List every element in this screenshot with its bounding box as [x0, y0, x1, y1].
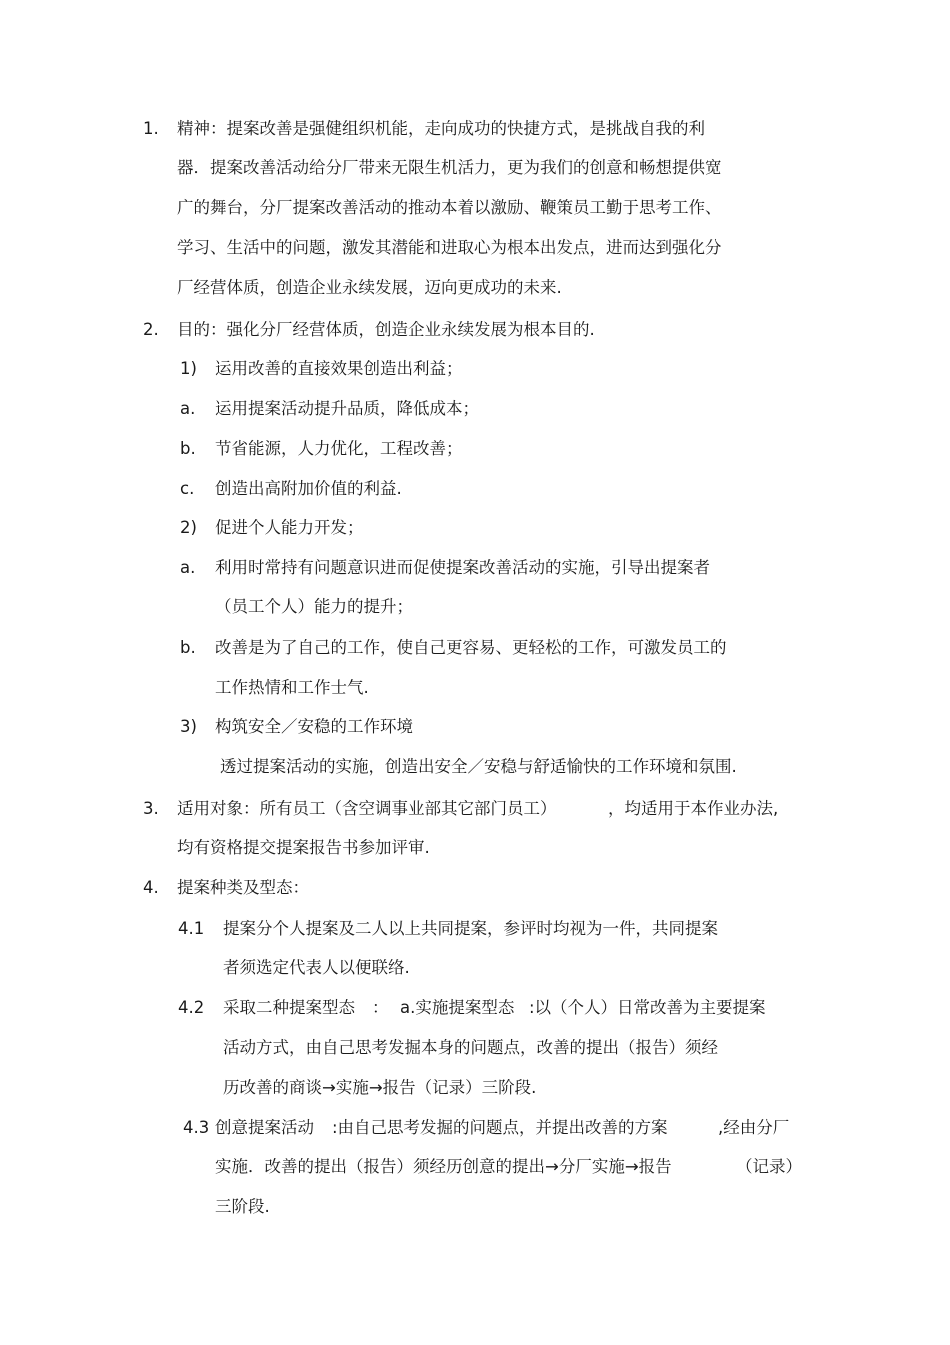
list-item-number: c.	[180, 479, 195, 498]
subsection-4-3-line-3: 三阶段.	[215, 1197, 270, 1216]
list-item-number: 1)	[180, 359, 197, 378]
section-2-heading: 目的：强化分厂经营体质，创造企业永续发展为根本目的.	[177, 320, 595, 339]
subsection-4-2-number: 4.2	[178, 998, 205, 1017]
section-3-line-2: 均有资格提交提案报告书参加评审.	[177, 838, 430, 857]
section-2-number: 2.	[143, 320, 159, 339]
list-item-continuation: 工作热情和工作士气.	[215, 678, 369, 697]
list-item-continuation: （员工个人）能力的提升；	[215, 597, 413, 616]
subsection-4-3-line-1a: 创意提案活动	[215, 1118, 314, 1137]
subsection-4-2-colon: ：	[372, 998, 389, 1017]
subsection-4-2-line-2: 活动方式，由自己思考发掘本身的问题点，改善的提出（报告）须经	[223, 1038, 718, 1057]
subsection-4-2-line-1c: :以（个人）日常改善为主要提案	[529, 998, 766, 1017]
list-item-text: 利用时常持有问题意识进而促使提案改善活动的实施，引导出提案者	[215, 558, 710, 577]
section-3-number: 3.	[143, 799, 159, 818]
subsection-4-1-number: 4.1	[178, 919, 205, 938]
subsection-4-2-line-1b: a.实施提案型态	[400, 998, 515, 1017]
section-1-line-1: 精神：提案改善是强健组织机能，走向成功的快捷方式，是挑战自我的利	[177, 119, 705, 138]
subsection-4-3-number: 4.3	[183, 1118, 210, 1137]
list-item-number: 3)	[180, 717, 197, 736]
list-item-text: 构筑安全／安稳的工作环境	[215, 717, 413, 736]
section-3-line-1b: ，均适用于本作业办法,	[608, 799, 779, 818]
list-item-text: 改善是为了自己的工作，使自己更容易、更轻松的工作，可激发员工的	[215, 638, 727, 657]
subsection-4-2-line-3: 历改善的商谈→实施→报告（记录）三阶段.	[223, 1078, 537, 1097]
list-item-number: b.	[180, 638, 196, 657]
list-item-number: b.	[180, 439, 196, 458]
section-3-line-1a: 适用对象：所有员工（含空调事业部其它部门员工）	[177, 799, 557, 818]
section-2-note: 透过提案活动的实施，创造出安全／安稳与舒适愉快的工作环境和氛围.	[220, 757, 737, 776]
section-1-line-4: 学习、生活中的问题，激发其潜能和进取心为根本出发点，进而达到强化分	[177, 238, 722, 257]
section-1-line-3: 广的舞台，分厂提案改善活动的推动本着以激励、鞭策员工勤于思考工作、	[177, 198, 722, 217]
list-item-number: a.	[180, 558, 196, 577]
subsection-4-2-line-1a: 采取二种提案型态	[223, 998, 355, 1017]
section-1-line-5: 厂经营体质，创造企业永续发展，迈向更成功的未来.	[177, 278, 562, 297]
list-item-text: 促进个人能力开发；	[215, 518, 364, 537]
section-4-number: 4.	[143, 878, 159, 897]
subsection-4-3-line-1c: ,经由分厂	[718, 1118, 790, 1137]
section-4-heading: 提案种类及型态：	[177, 878, 309, 897]
section-1-number: 1.	[143, 119, 159, 138]
subsection-4-3-line-2b: （记录）	[736, 1157, 802, 1176]
subsection-4-1-line-1: 提案分个人提案及二人以上共同提案，参评时均视为一件，共同提案	[223, 919, 718, 938]
subsection-4-1-line-2: 者须选定代表人以便联络.	[223, 958, 410, 977]
list-item-number: 2)	[180, 518, 197, 537]
list-item-text: 创造出高附加价值的利益.	[215, 479, 402, 498]
section-1-line-2: 器．提案改善活动给分厂带来无限生机活力，更为我们的创意和畅想提供宽	[177, 158, 722, 177]
list-item-number: a.	[180, 399, 196, 418]
list-item-text: 节省能源，人力优化，工程改善；	[215, 439, 463, 458]
subsection-4-3-line-2a: 实施．改善的提出（报告）须经历创意的提出→分厂实施→报告	[215, 1157, 672, 1176]
subsection-4-3-line-1b: :由自己思考发掘的问题点，并提出改善的方案	[332, 1118, 668, 1137]
list-item-text: 运用改善的直接效果创造出利益；	[215, 359, 463, 378]
list-item-text: 运用提案活动提升品质，降低成本；	[215, 399, 479, 418]
